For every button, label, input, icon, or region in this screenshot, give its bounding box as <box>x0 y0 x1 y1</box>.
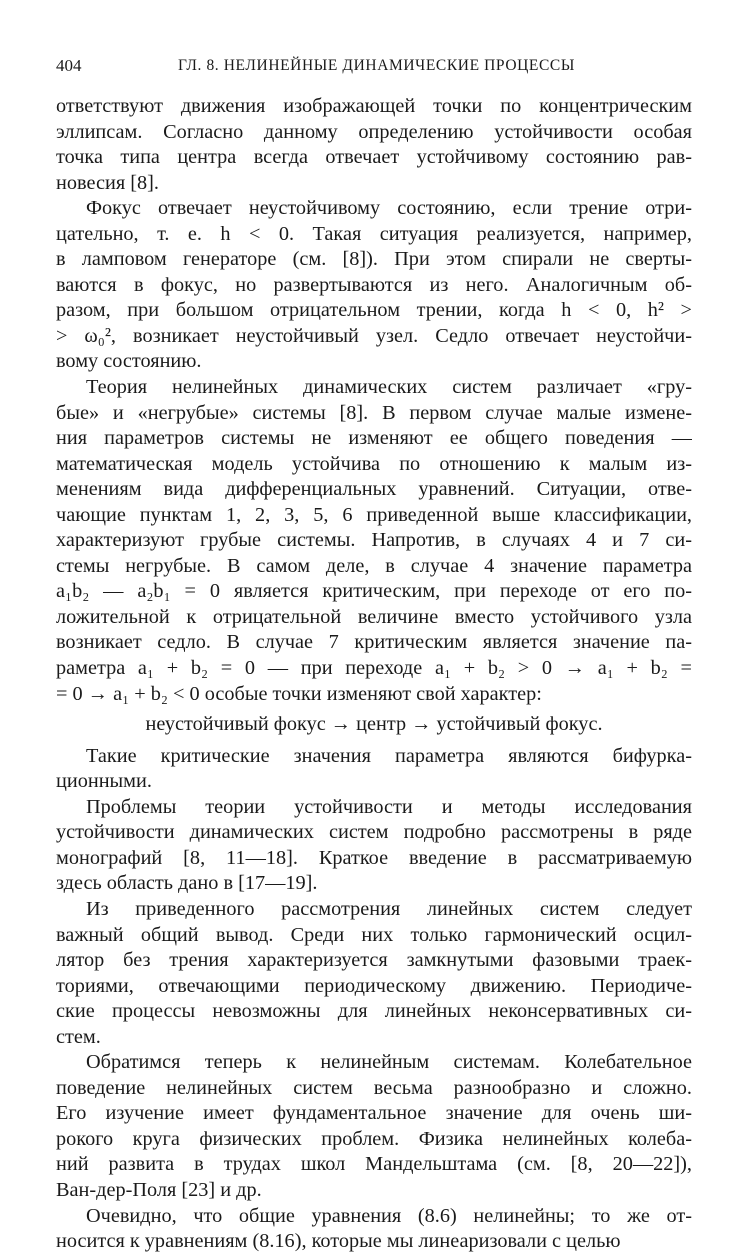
text-line: = 0 → a₁ + b₂ < 0 особые точки изменяют свой характер: <box>56 682 542 705</box>
paragraph <box>56 897 692 1050</box>
text-line: стем. <box>56 1025 101 1048</box>
text-line: точка типа центра всегда отвечает устойчивому состоянию рав- <box>56 146 692 169</box>
page-number: 404 <box>56 56 82 75</box>
text-line: Его изучение имеет фундаментальное значение для очень ши- <box>56 1102 692 1125</box>
text-line: Из приведенного рассмотрения линейных систем следует <box>86 897 692 920</box>
text-line: Ван-дер-Поля [23] и др. <box>56 1178 262 1201</box>
text-line: математическая модель устойчива по отношению к малым из- <box>56 452 692 475</box>
text-line: ния параметров системы не изменяют ее общего поведения — <box>56 427 692 450</box>
text-line: Проблемы теории устойчивости и методы исследования <box>86 795 692 818</box>
text-line: цательно, т. е. h < 0. Такая ситуация реализуется, например, <box>56 222 692 245</box>
text-line: лятор без трения характеризуется замкнутыми фазовыми траек- <box>56 949 692 972</box>
text-line: раметра a₁ + b₂ = 0 — при переходе a₁ + b₂ > 0 → a₁ + b₂ = <box>56 657 692 680</box>
text-line: Теория нелинейных динамических систем различает «гру- <box>86 376 692 399</box>
text-line: Фокус отвечает неустойчивому состоянию, если трение отри- <box>86 197 692 220</box>
text-line: здесь область дано в [17—19]. <box>56 872 318 895</box>
text-line: ториями, отвечающими периодическому движению. Периодиче- <box>56 974 692 997</box>
text-line: ложительной к отрицательной величине вместо устойчивого узла <box>56 605 692 628</box>
text-line: поведение нелинейных систем весьма разнообразно и сложно. <box>56 1076 692 1099</box>
text-line: a₁b₂ — a₂b₁ = 0 является критическим, при переходе от его по- <box>56 580 692 603</box>
text-line: менениям вида дифференциальных уравнений. Ситуации, отве- <box>56 478 692 501</box>
paragraph <box>56 1050 692 1203</box>
paragraph <box>56 375 692 707</box>
paragraph <box>56 94 692 196</box>
text-line: ваются в фокус, но развертываются из него. Аналогичным об- <box>56 273 692 296</box>
text-line: важный общий вывод. Среди них только гармонический осцил- <box>56 923 692 946</box>
text-line: рокого круга физических проблем. Физика нелинейных колеба- <box>56 1127 692 1150</box>
running-head: ГЛ. 8. НЕЛИНЕЙНЫЕ ДИНАМИЧЕСКИЕ ПРОЦЕССЫ <box>178 57 575 74</box>
text-line: новесия [8]. <box>56 171 159 194</box>
paragraph <box>56 1204 692 1255</box>
text-line: бые» и «негрубые» системы [8]. В первом случае малые измене- <box>56 401 692 424</box>
text-line: ний развита в трудах школ Мандельштама (см. [8, 20—22]), <box>56 1153 692 1176</box>
paragraph <box>56 196 692 375</box>
page-header <box>56 56 696 80</box>
text-line: Очевидно, что общие уравнения (8.6) нелинейны; то же от- <box>86 1204 692 1227</box>
text-line: монографий [8, 11—18]. Краткое введение в рассматриваемую <box>56 846 692 869</box>
text-line: > ω₀², возникает неустойчивый узел. Седло отвечает неустойчи- <box>56 324 692 347</box>
paragraph <box>56 795 692 897</box>
body-text <box>56 94 692 1255</box>
text-line: носится к уравнениям (8.16), которые мы линеаризовали с целью <box>56 1230 621 1253</box>
text-line: разом, при большом отрицательном трении, когда h < 0, h² > <box>56 299 692 322</box>
text-line: Такие критические значения параметра являются бифурка- <box>86 744 692 767</box>
text-line: ские процессы невозможны для линейных неконсервативных си- <box>56 1000 692 1023</box>
display-formula: неустойчивый фокус → центр → устойчивый фокус. <box>145 713 603 736</box>
text-line: эллипсам. Согласно данному определению устойчивости особая <box>56 120 692 143</box>
text-line: Обратимся теперь к нелинейным системам. Колебательное <box>86 1051 692 1074</box>
text-line: возникает седло. В случае 7 критическим является значение па- <box>56 631 692 654</box>
text-line: устойчивости динамических систем подробно рассмотрены в ряде <box>56 821 692 844</box>
text-line: в ламповом генераторе (см. [8]). При этом спирали не сверты- <box>56 248 692 271</box>
text-line: ционными. <box>56 770 152 793</box>
text-line: чающие пунктам 1, 2, 3, 5, 6 приведенной выше классификации, <box>56 503 692 526</box>
text-line: вому состоянию. <box>56 350 202 373</box>
text-line: ответствуют движения изображающей точки по концентрическим <box>56 95 692 117</box>
text-line: характеризуют грубые системы. Напротив, в случаях 4 и 7 си- <box>56 529 692 552</box>
paragraph <box>56 744 692 795</box>
text-line: стемы негрубые. В самом деле, в случае 4 значение параметра <box>56 554 692 577</box>
